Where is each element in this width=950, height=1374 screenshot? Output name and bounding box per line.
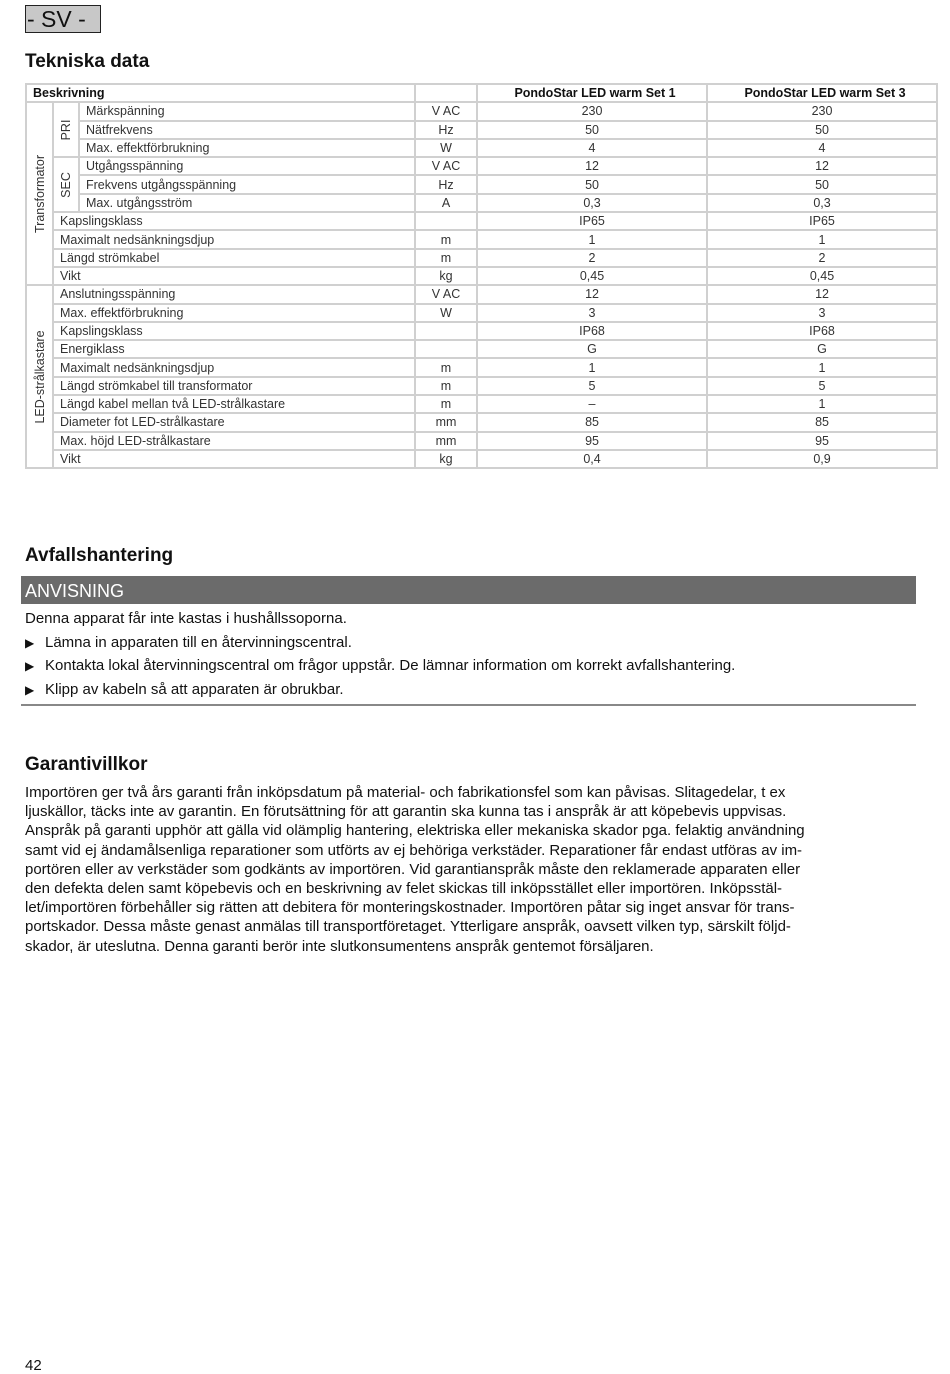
row-unit: m	[415, 249, 477, 267]
row-value-set1: 50	[477, 175, 707, 193]
row-value-set3: 12	[707, 157, 937, 175]
row-value-set3: 12	[707, 285, 937, 303]
technical-data-table	[25, 83, 938, 469]
row-value-set1: G	[477, 340, 707, 358]
row-value-set1: 12	[477, 285, 707, 303]
row-value-set1: 12	[477, 157, 707, 175]
header-set3: PondoStar LED warm Set 3	[707, 84, 937, 102]
triangle-bullet-icon: ▶	[25, 635, 35, 650]
table-row	[26, 450, 937, 468]
table-row	[26, 230, 937, 248]
row-value-set1: IP68	[477, 322, 707, 340]
table-row	[26, 413, 937, 431]
row-value-set3: 3	[707, 304, 937, 322]
row-unit: kg	[415, 267, 477, 285]
row-label: Längd kabel mellan två LED-strålkastare	[53, 395, 415, 413]
row-label: Diameter fot LED-strålkastare	[53, 413, 415, 431]
row-value-set3: IP68	[707, 322, 937, 340]
row-label: Nätfrekvens	[79, 121, 415, 139]
row-label: Max. effektförbrukning	[53, 304, 415, 322]
table-row	[26, 358, 937, 376]
row-unit	[415, 322, 477, 340]
guarantee-line: Anspråk på garanti upphör att gälla vid olämplig hantering, elektriska eller mekaniska skador pga. felaktig användning	[25, 822, 805, 840]
row-value-set3: 0,3	[707, 194, 937, 212]
bullet-text: Kontakta lokal återvinningscentral om frågor uppstår. De lämnar information om korrekt avfallshantering.	[45, 657, 736, 674]
row-label: Vikt	[53, 450, 415, 468]
row-label: Energiklass	[53, 340, 415, 358]
row-value-set3: IP65	[707, 212, 937, 230]
row-label: Märkspänning	[79, 102, 415, 120]
table-row	[26, 432, 937, 450]
bullet-text: Klipp av kabeln så att apparaten är obrukbar.	[45, 680, 344, 698]
table-row	[26, 377, 937, 395]
row-value-set1: 5	[477, 377, 707, 395]
row-label: Längd strömkabel till transformator	[53, 377, 415, 395]
row-unit	[415, 340, 477, 358]
row-label: Maximalt nedsänkningsdjup	[53, 230, 415, 248]
row-value-set1: 0,3	[477, 194, 707, 212]
row-value-set3: 50	[707, 175, 937, 193]
row-unit: W	[415, 304, 477, 322]
guarantee-line: portören eller av verkstäder som godkänts av importören. Vid garantianspråk måste den reklamerade apparaten eller	[25, 860, 801, 878]
subgroup-pri-label: PRI	[59, 119, 73, 141]
row-value-set1: 0,4	[477, 450, 707, 468]
table-row	[26, 249, 937, 267]
waste-heading: Avfallshantering	[25, 545, 174, 566]
guarantee-line: den defekta delen samt köpebevis och en beskrivning av felet skickas till inköpsstället eller importören. Inköpsstäl-	[25, 880, 783, 898]
row-unit: mm	[415, 432, 477, 450]
table-row	[26, 322, 937, 340]
row-value-set3: 230	[707, 102, 937, 120]
table-row	[26, 194, 937, 212]
table-row	[26, 139, 937, 157]
row-unit: m	[415, 358, 477, 376]
row-unit: m	[415, 377, 477, 395]
table-row	[26, 267, 937, 285]
row-unit: Hz	[415, 121, 477, 139]
guarantee-heading: Garantivillkor	[25, 754, 148, 775]
row-label: Kapslingsklass	[53, 322, 415, 340]
row-unit: m	[415, 395, 477, 413]
table-row	[26, 102, 937, 120]
row-unit: V AC	[415, 157, 477, 175]
row-value-set3: 1	[707, 358, 937, 376]
row-label: Längd strömkabel	[53, 249, 415, 267]
table-row	[26, 395, 937, 413]
row-unit: mm	[415, 413, 477, 431]
row-unit: kg	[415, 450, 477, 468]
row-unit: Hz	[415, 175, 477, 193]
group-led	[26, 285, 53, 468]
row-value-set3: G	[707, 340, 937, 358]
row-value-set1: 4	[477, 139, 707, 157]
row-label: Max. effektförbrukning	[79, 139, 415, 157]
group-led-label: LED-strålkastare	[32, 330, 47, 424]
bullet-text: Lämna in apparaten till en återvinningscentral.	[45, 633, 352, 651]
row-label: Utgångsspänning	[79, 157, 415, 175]
row-label: Vikt	[53, 267, 415, 285]
row-value-set1: 95	[477, 432, 707, 450]
row-unit: m	[415, 230, 477, 248]
notice-intro: Denna apparat får inte kastas i hushållssoporna.	[25, 610, 347, 627]
row-value-set3: 85	[707, 413, 937, 431]
table-row	[26, 304, 937, 322]
guarantee-line: samt vid ej ändamålsenliga reparationer som utförts av ej behöriga verkstäder. Reparationer får endast utföras av im-	[25, 841, 803, 859]
list-item	[25, 656, 915, 680]
row-value-set1: 3	[477, 304, 707, 322]
header-unit	[415, 84, 477, 102]
row-value-set3: 1	[707, 395, 937, 413]
row-value-set1: 2	[477, 249, 707, 267]
table-row	[26, 157, 937, 175]
technical-data-heading: Tekniska data	[25, 51, 150, 72]
row-unit	[415, 212, 477, 230]
guarantee-line: skador, är uteslutna. Denna garanti berör inte slutkonsumentens anspråk gentemot försäljaren.	[25, 937, 654, 955]
guarantee-line: Importören ger två års garanti från inköpsdatum på material- och fabrikationsfel som kan påvisas. Slitagedelar, t ex	[25, 784, 786, 801]
header-description: Beskrivning	[26, 84, 415, 102]
notice-body	[25, 609, 915, 703]
row-unit: V AC	[415, 285, 477, 303]
row-value-set1: –	[477, 395, 707, 413]
row-value-set3: 2	[707, 249, 937, 267]
row-value-set3: 0,9	[707, 450, 937, 468]
table-header-row	[26, 84, 937, 102]
row-unit: W	[415, 139, 477, 157]
row-unit: V AC	[415, 102, 477, 120]
row-value-set1: 50	[477, 121, 707, 139]
list-item	[25, 680, 915, 704]
group-transformer	[26, 102, 53, 285]
row-label: Max. höjd LED-strålkastare	[53, 432, 415, 450]
row-value-set3: 5	[707, 377, 937, 395]
row-value-set3: 50	[707, 121, 937, 139]
row-label: Anslutningsspänning	[53, 285, 415, 303]
table-row	[26, 175, 937, 193]
group-transformer-label: Transformator	[32, 154, 47, 233]
subgroup-pri	[53, 102, 79, 157]
header-set1: PondoStar LED warm Set 1	[477, 84, 707, 102]
subgroup-sec-label: SEC	[59, 171, 73, 198]
row-value-set3: 1	[707, 230, 937, 248]
notice-divider	[21, 704, 916, 706]
row-value-set3: 95	[707, 432, 937, 450]
guarantee-line: ljuskällor, täcks inte av garantin. En förutsättning för att garantin ska kunna tas i anspråk är att köpebevis uppvisas.	[25, 803, 787, 821]
table-row	[26, 285, 937, 303]
table-row	[26, 212, 937, 230]
row-value-set3: 0,45	[707, 267, 937, 285]
triangle-bullet-icon: ▶	[25, 659, 35, 673]
row-value-set3: 4	[707, 139, 937, 157]
guarantee-line: let/importören förbehåller sig rätten att debitera för monteringskostnader. Importören påtar sig inget ansvar för trans-	[25, 899, 795, 917]
row-label: Maximalt nedsänkningsdjup	[53, 358, 415, 376]
row-value-set1: 0,45	[477, 267, 707, 285]
row-value-set1: 1	[477, 230, 707, 248]
row-value-set1: IP65	[477, 212, 707, 230]
row-label: Max. utgångsström	[79, 194, 415, 212]
row-value-set1: 85	[477, 413, 707, 431]
notice-banner: ANVISNING	[21, 576, 916, 604]
triangle-bullet-icon: ▶	[25, 682, 35, 697]
guarantee-paragraph	[25, 783, 903, 956]
row-label: Frekvens utgångsspänning	[79, 175, 415, 193]
language-tag: - SV -	[25, 5, 101, 33]
table-row	[26, 121, 937, 139]
row-label: Kapslingsklass	[53, 212, 415, 230]
page-number: 42	[25, 1357, 42, 1374]
table-row	[26, 340, 937, 358]
row-value-set1: 230	[477, 102, 707, 120]
row-unit: A	[415, 194, 477, 212]
list-item	[25, 633, 915, 657]
guarantee-line: portskador. Dessa måste genast anmälas till transportföretaget. Ytterligare anspråk, oavsett vilken typ, särskilt följd-	[25, 918, 791, 936]
row-value-set1: 1	[477, 358, 707, 376]
subgroup-sec	[53, 157, 79, 212]
